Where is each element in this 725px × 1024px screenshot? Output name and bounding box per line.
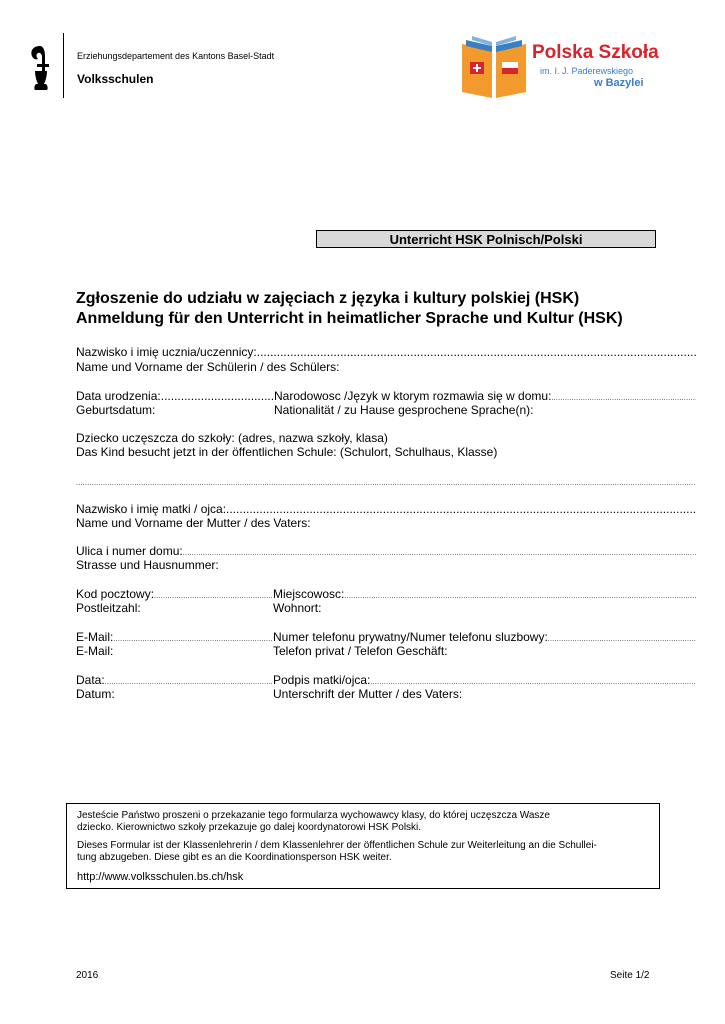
postcode-label-de: Postleitzahl:: [76, 601, 141, 615]
basel-crosier-icon: [26, 44, 54, 92]
nationality-label-pl: Narodowosc /Język w ktorym rozmawia się w domu:: [274, 389, 552, 403]
phone-label-de: Telefon privat / Telefon Geschäft:: [273, 644, 448, 658]
logo-school-city: w Bazylei: [594, 77, 644, 89]
form-title-pl: Zgłoszenie do udziału w zajęciach z języka i kultury polskiej (HSK): [76, 290, 580, 307]
course-banner-text: Unterricht HSK Polnisch/Polski: [389, 232, 583, 247]
notice-box: [66, 803, 660, 889]
student-name-field[interactable]: [76, 345, 696, 359]
street-label-pl: Ulica i numer domu:: [76, 544, 183, 558]
form-title-de: Anmeldung für den Unterricht in heimatlicher Sprache und Kultur (HSK): [76, 310, 623, 327]
parent-name-label-pl: Nazwisko i imię matki / ojca:: [76, 502, 227, 516]
signature-label-pl: Podpis matki/ojca:: [273, 673, 371, 687]
city-field[interactable]: [273, 587, 696, 604]
city-label-pl: Miejscowosc:: [273, 587, 345, 601]
date-label-de: Datum:: [76, 687, 115, 701]
school-label-pl: Dziecko uczęszcza do szkoły: (adres, nazwa szkoły, klasa): [76, 431, 388, 445]
logo-school-name: Polska Szkoła: [532, 42, 659, 63]
notice-pl-line2: dziecko. Kierownictwo szkoły przekazuje go dalej koordynatorowi HSK Polski.: [77, 822, 422, 833]
email-label-pl: E-Mail:: [76, 630, 114, 644]
footer-page-number: Seite 1/2: [610, 970, 650, 981]
street-label-de: Strasse und Hausnummer:: [76, 558, 219, 572]
notice-url[interactable]: http://www.volksschulen.bs.ch/hsk: [77, 871, 244, 883]
postcode-label-pl: Kod pocztowy:: [76, 587, 155, 601]
department-name: Erziehungsdepartement des Kantons Basel-Stadt: [77, 51, 275, 61]
parent-name-label-de: Name und Vorname der Mutter / des Vaters:: [76, 516, 311, 530]
notice-de-line1: Dieses Formular ist der Klassenlehrerin / dem Klassenlehrer der öffentlichen Schule zur Weiterleitung an die Schullei-: [77, 840, 597, 851]
school-unit: Volksschulen: [77, 72, 154, 86]
header-divider: [63, 33, 64, 98]
notice-pl-line1: Jesteście Państwo proszeni o przekazanie tego formularza wychowawcy klasy, do której uczęszcza Wasze: [77, 810, 550, 821]
birth-date-label-de: Geburtsdatum:: [76, 403, 156, 417]
logo-school-sub: im. I. J. Paderewskiego: [540, 66, 634, 76]
parent-name-field[interactable]: [76, 502, 696, 516]
birth-date-field[interactable]: [76, 389, 273, 403]
date-label-pl: Data:: [76, 673, 105, 687]
open-book-icon: [458, 36, 530, 102]
phone-label-pl: Numer telefonu prywatny/Numer telefonu sluzbowy:: [273, 630, 548, 644]
school-label-de: Das Kind besucht jetzt in der öffentlichen Schule: (Schulort, Schulhaus, Klasse): [76, 445, 498, 459]
email-label-de: E-Mail:: [76, 644, 114, 658]
city-label-de: Wohnort:: [273, 601, 322, 615]
notice-de-line2: tung abzugeben. Diese gibt es an die Koordinationsperson HSK weiter.: [77, 852, 392, 863]
birth-date-label-pl: Data urodzenia:: [76, 389, 161, 403]
signature-label-de: Unterschrift der Mutter / des Vaters:: [273, 687, 463, 701]
nationality-label-de: Nationalität / zu Hause gesprochene Sprache(n):: [274, 403, 534, 417]
student-name-label-de: Name und Vorname der Schülerin / des Schülers:: [76, 360, 340, 374]
polska-szkola-logo: [458, 36, 670, 106]
course-banner: [316, 230, 656, 248]
footer-year: 2016: [76, 970, 99, 981]
school-field[interactable]: [76, 474, 696, 491]
student-name-label-pl: Nazwisko i imię ucznia/uczennicy:.: [76, 345, 261, 359]
